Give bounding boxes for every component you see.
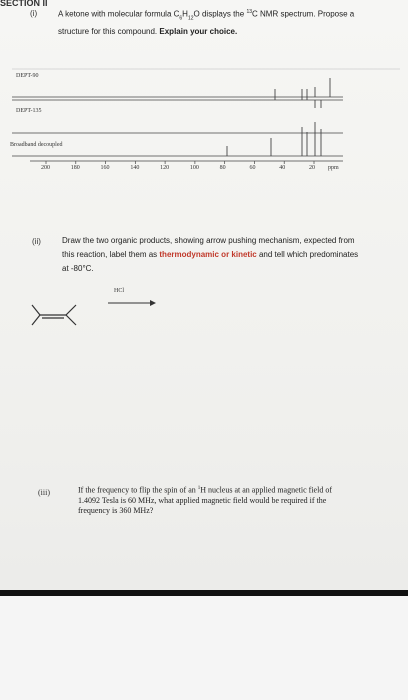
c13-nmr-spectrum bbox=[8, 60, 400, 190]
question-2-line-3: at -80°C. bbox=[62, 264, 94, 273]
question-3-line-1 bbox=[78, 484, 398, 496]
reaction-arrow bbox=[108, 298, 156, 308]
q1-sub-c: 6 bbox=[179, 15, 183, 22]
diene-structure bbox=[30, 303, 78, 334]
ppm-tick-label: 40 bbox=[279, 165, 286, 171]
label-dept-90: DEPT-90 bbox=[16, 73, 39, 79]
question-1-text bbox=[58, 5, 398, 39]
ppm-tick-label: 100 bbox=[189, 165, 199, 171]
q3-line1-a: If the frequency to flip the spin of an bbox=[78, 485, 198, 495]
question-2-text bbox=[62, 234, 402, 276]
q1-o: O displays the bbox=[193, 9, 247, 19]
q2-line2-suffix: and tell which predominates bbox=[256, 250, 359, 259]
ppm-tick-label: 120 bbox=[160, 165, 170, 171]
label-dept-135: DEPT-135 bbox=[16, 108, 42, 114]
question-1-line-1 bbox=[58, 5, 398, 25]
ppm-tick-label: 140 bbox=[130, 165, 140, 171]
question-2-line-1: Draw the two organic products, showing arrow pushing mechanism, expected from bbox=[62, 236, 355, 245]
ppm-unit-label: ppm bbox=[328, 165, 339, 171]
q1-h: H bbox=[182, 9, 188, 19]
q1-sup-13: 13 bbox=[246, 9, 252, 15]
q1-line2-plain: structure for this compound. bbox=[58, 27, 160, 37]
q1-prefix: A ketone with molecular formula C bbox=[58, 9, 180, 19]
q2-thermo-kinetic: thermodynamic or kinetic bbox=[159, 250, 257, 259]
ppm-tick-label: 20 bbox=[309, 165, 315, 171]
question-3-text bbox=[78, 484, 398, 516]
header-fragment-text: SECTION II bbox=[0, 0, 48, 8]
q1-sub-h: 12 bbox=[187, 15, 194, 22]
q3-line1-b: H nucleus at an applied magnetic field of bbox=[200, 485, 332, 495]
question-1-number: (i) bbox=[30, 9, 38, 18]
ppm-tick-label: 160 bbox=[100, 165, 110, 171]
ppm-axis-ticks bbox=[46, 161, 314, 164]
label-broadband-decoupled: Broadband decoupled bbox=[10, 142, 63, 148]
q1-suffix: C NMR spectrum. Propose a bbox=[252, 9, 355, 19]
ppm-tick-label: 80 bbox=[219, 165, 226, 171]
question-3-line-2: 1.4092 Tesla is 60 MHz, what applied magnetic field would be required if the bbox=[78, 495, 327, 505]
q1-line2-bold: Explain your choice. bbox=[159, 27, 238, 37]
question-1-line-2 bbox=[58, 25, 398, 39]
ppm-tick-label: 60 bbox=[249, 165, 256, 171]
ppm-tick-labels bbox=[8, 165, 400, 175]
ppm-tick-label: 200 bbox=[41, 165, 50, 171]
question-3-number: (iii) bbox=[38, 488, 50, 497]
question-2-line-2 bbox=[62, 248, 402, 262]
q3-sup-1: 1 bbox=[197, 486, 201, 491]
reagent-label: HCl bbox=[114, 288, 125, 294]
diene-skeletal-formula bbox=[30, 303, 78, 329]
question-2-number: (ii) bbox=[32, 237, 41, 246]
question-3-line-3: frequency is 360 MHz? bbox=[78, 505, 154, 515]
background-surface bbox=[0, 596, 408, 700]
ppm-tick-label: 180 bbox=[70, 165, 80, 171]
q2-line2-prefix: this reaction, label them as bbox=[62, 250, 160, 259]
